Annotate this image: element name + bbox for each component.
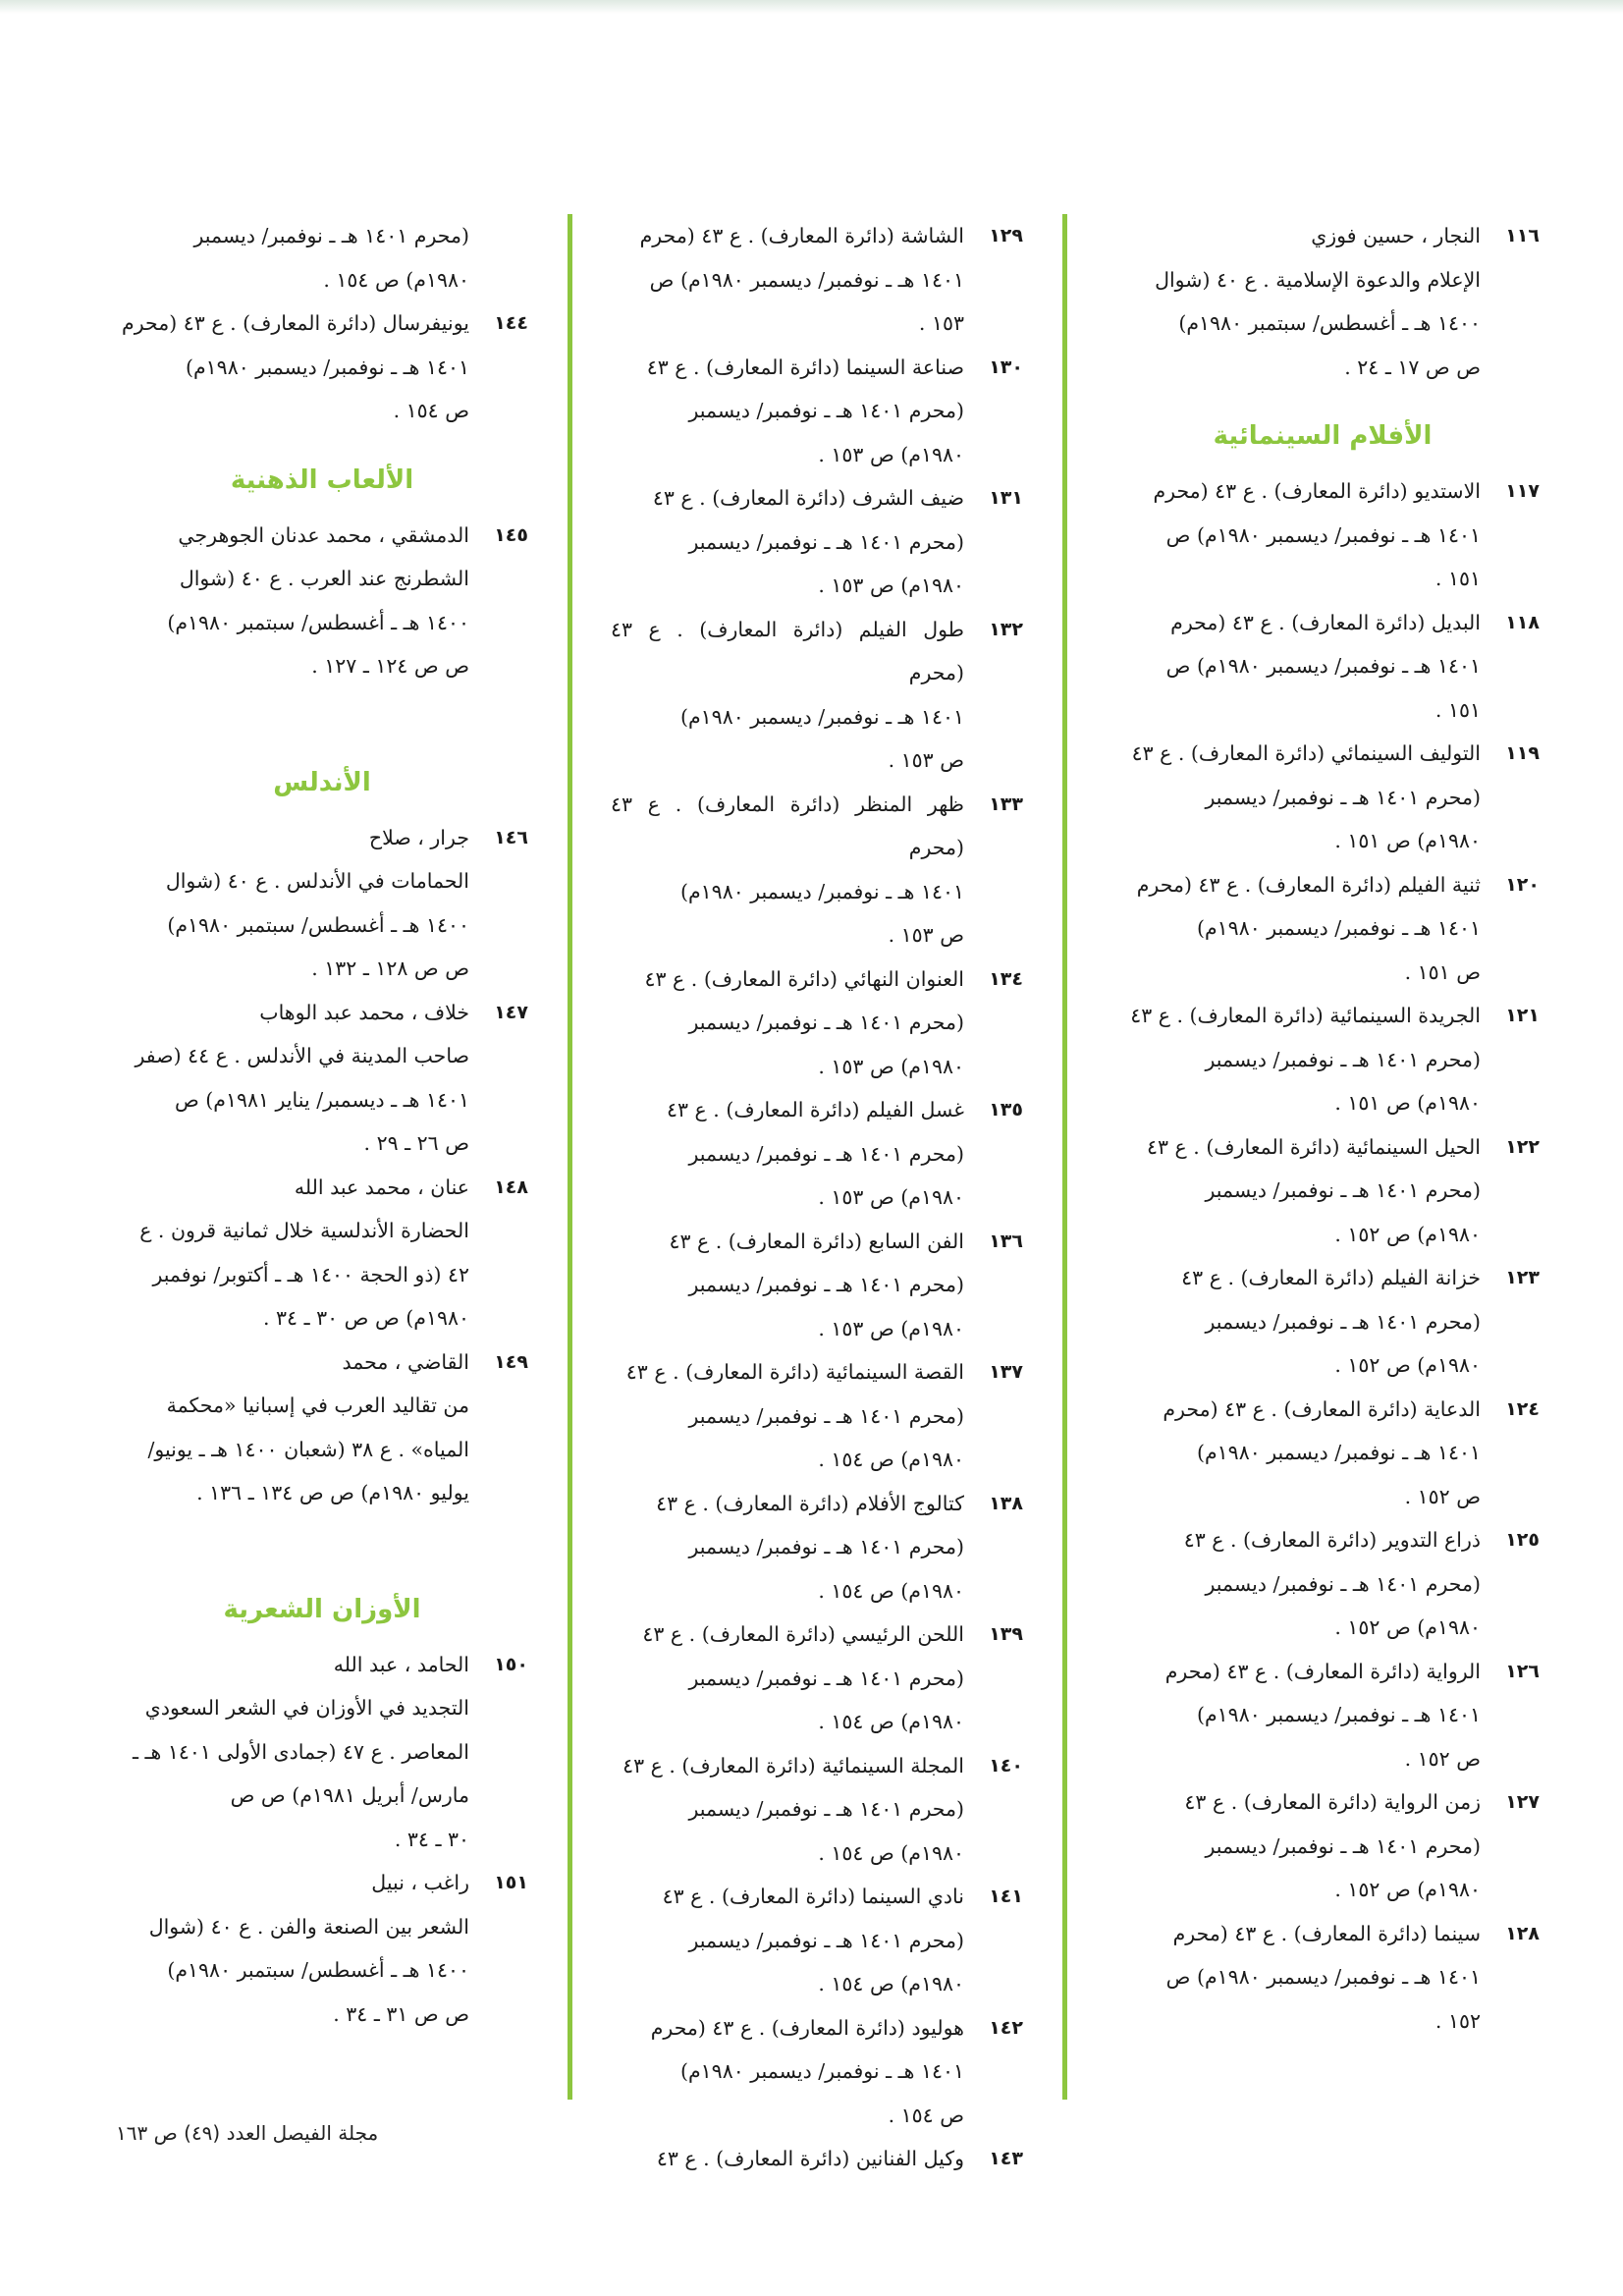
entry-number: ١٣٣ — [989, 793, 1023, 815]
index-entry — [116, 214, 528, 301]
entry-line: ١٩٨٠م) ص ١٥٣ . — [818, 574, 964, 597]
entry-number: ١٤٣ — [989, 2148, 1023, 2169]
entry-number: ١٢٠ — [1505, 873, 1540, 896]
entry-number: ١٥١ — [494, 1872, 528, 1893]
entry-line: ص ص ١٢٤ ـ ١٢٧ . — [311, 654, 469, 678]
entry-number: ١٢٧ — [1505, 1791, 1540, 1813]
entry-line: ١٤٠١ هـ ـ نوفمبر/ ديسمبر ١٩٨٠م) — [1196, 1441, 1481, 1464]
index-entry — [611, 957, 1023, 1089]
index-entry — [611, 1613, 1023, 1744]
entry-text — [116, 1861, 469, 2036]
entry-text — [1106, 732, 1481, 863]
entry-line: ص ١٥٢ . — [1404, 1746, 1481, 1771]
entry-line: ١٩٨٠م) ص ١٥٤ . — [818, 1840, 964, 1865]
entry-text — [1106, 601, 1481, 733]
entry-line: البديل (دائرة المعارف) . ع ٤٣ (محرم — [1170, 610, 1481, 634]
entry-text — [1106, 1780, 1481, 1912]
entry-text — [611, 2137, 964, 2181]
index-entry — [611, 1482, 1023, 1613]
entry-text — [611, 214, 964, 346]
entry-line: ٣٠ ـ ٣٤ . — [394, 1827, 469, 1851]
entry-line: (محرم ١٤٠١ هـ ـ نوفمبر/ ديسمبر — [688, 1928, 964, 1952]
entry-number: ١٣١ — [989, 487, 1023, 509]
entry-line: الاستديو (دائرة المعارف) . ع ٤٣ (محرم — [1153, 479, 1481, 503]
section-heading: الأوزان الشعرية — [223, 1594, 421, 1624]
entry-text — [1106, 1256, 1481, 1388]
entry-line: ١٩٨٠م) ص ١٥١ . — [1334, 1091, 1481, 1115]
entry-line: المعاصر . ع ٤٧ (جمادى الأولى ١٤٠١ هـ ـ — [132, 1739, 469, 1764]
entry-number: ١٤٨ — [494, 1175, 528, 1198]
entry-text — [116, 514, 469, 688]
entry-text — [1106, 1518, 1481, 1650]
top-color-band — [0, 0, 1623, 14]
entry-text — [1106, 214, 1481, 389]
entry-line: عنان ، محمد عبد الله — [294, 1175, 469, 1199]
entry-line: صناعة السينما (دائرة المعارف) . ع ٤٣ — [646, 355, 964, 379]
entry-text — [611, 1613, 964, 1744]
entry-text — [611, 476, 964, 608]
entry-line: يوليو ١٩٨٠م) ص ص ١٣٤ ـ ١٣٦ . — [196, 1481, 469, 1504]
entry-number: ١٤١ — [989, 1886, 1023, 1907]
entry-text — [1106, 1912, 1481, 2044]
column-divider-right — [1062, 214, 1067, 2100]
entry-line: الشاشة (دائرة المعارف) . ع ٤٣ (محرم — [639, 224, 964, 247]
index-entry — [611, 783, 1023, 957]
entry-line: الشعر بين الصنعة والفن . ع ٤٠ (شوال — [148, 1914, 469, 1939]
entry-text — [611, 2006, 964, 2138]
entry-number: ١٢٢ — [1505, 1135, 1540, 1158]
entry-line: ص ص ١٧ ـ ٢٤ . — [1344, 355, 1481, 379]
entry-text — [611, 1482, 964, 1613]
entry-text — [116, 214, 469, 301]
entry-line: (محرم ١٤٠١ هـ ـ نوفمبر/ ديسمبر — [688, 399, 964, 422]
entry-line: الإعلام والدعوة الإسلامية . ع ٤٠ (شوال — [1155, 267, 1481, 292]
entry-line: خزانة الفيلم (دائرة المعارف) . ع ٤٣ — [1181, 1266, 1481, 1289]
page-footer: مجلة الفيصل العدد (٤٩) ص ١٦٣ — [116, 2121, 379, 2145]
entry-line: ١٩٨٠م) ص ١٥٢ . — [1334, 1878, 1481, 1901]
entry-number: ١١٩ — [1505, 742, 1540, 764]
entry-number: ١٣٢ — [989, 618, 1023, 640]
entry-text — [116, 1340, 469, 1515]
entry-line: نادي السينما (دائرة المعارف) . ع ٤٣ — [662, 1885, 964, 1908]
entry-line: الجريدة السينمائية (دائرة المعارف) . ع ٤٣ — [1130, 1004, 1481, 1027]
entry-line: الحيل السينمائية (دائرة المعارف) . ع ٤٣ — [1146, 1134, 1481, 1159]
index-entry — [611, 1220, 1023, 1351]
entry-line: ١٩٨٠م) ص ١٥٤ . — [818, 1448, 964, 1471]
entry-line: ١٩٨٠م) ص ١٥٤ . — [818, 1578, 964, 1603]
entry-line: ٤٢ (ذو الحجة ١٤٠٠ هـ ـ أكتوبر/ نوفمبر — [152, 1262, 469, 1286]
entry-line: ١٥٣ . — [918, 311, 964, 335]
entry-line: ١٩٨٠م) ص ١٥٣ . — [818, 1054, 964, 1078]
entry-text — [1106, 863, 1481, 995]
entry-number: ١٣٩ — [989, 1623, 1023, 1645]
entry-line: مارس/ أبريل ١٩٨١م) ص ص — [230, 1783, 469, 1807]
entry-line: ١٤٠٠ هـ ـ أغسطس/ سبتمبر ١٩٨٠م) — [167, 912, 469, 937]
entry-line: ثنية الفيلم (دائرة المعارف) . ع ٤٣ (محرم — [1136, 872, 1481, 897]
entry-line: (محرم ١٤٠١ هـ ـ نوفمبر/ ديسمبر — [688, 1535, 964, 1558]
column-divider-left — [568, 214, 572, 2100]
entry-text — [116, 1643, 469, 1862]
entry-line: كتالوج الأفلام (دائرة المعارف) . ع ٤٣ — [656, 1491, 964, 1515]
index-entry — [1106, 994, 1540, 1125]
entry-line: ١٤٠١ هـ ـ نوفمبر/ ديسمبر ١٩٨٠م) ص — [1165, 522, 1481, 547]
entry-line: اللحن الرئيسي (دائرة المعارف) . ع ٤٣ — [642, 1622, 964, 1646]
entry-line: زمن الرواية (دائرة المعارف) . ع ٤٣ — [1184, 1790, 1481, 1814]
entry-line: ١٩٨٠م) ص ١٥٣ . — [818, 1316, 964, 1340]
entry-line: ١٩٨٠م) ص ١٥٤ . — [818, 1972, 964, 1995]
entry-line: ١٤٠١ هـ ـ نوفمبر/ ديسمبر ١٩٨٠م) ص — [1165, 654, 1481, 678]
entry-line: سينما (دائرة المعارف) . ع ٤٣ (محرم — [1172, 1921, 1481, 1945]
entry-number: ١١٧ — [1505, 480, 1540, 502]
index-entry — [116, 816, 528, 991]
entry-line: (محرم ١٤٠١ هـ ـ نوفمبر/ ديسمبر — [1205, 785, 1481, 809]
entry-line: ١٩٨٠م) ص ١٥٤ . — [323, 267, 469, 292]
index-entry — [611, 2006, 1023, 2138]
entry-line: (محرم ١٤٠١ هـ ـ نوفمبر/ ديسمبر — [688, 1403, 964, 1428]
entry-line: (محرم ١٤٠١ هـ ـ نوفمبر/ ديسمبر — [193, 224, 469, 247]
entry-line: ١٤٠١ هـ ـ نوفمبر/ ديسمبر ١٩٨٠م) — [185, 355, 469, 379]
entry-text — [1106, 469, 1481, 601]
entry-line: (محرم ١٤٠١ هـ ـ نوفمبر/ ديسمبر — [1205, 1833, 1481, 1858]
entry-text — [1106, 1125, 1481, 1257]
entry-line: الشطرنج عند العرب . ع ٤٠ (شوال — [179, 567, 469, 590]
index-entry — [1106, 1780, 1540, 1912]
section-heading: الأفلام السينمائية — [1213, 421, 1433, 451]
entry-text — [116, 816, 469, 991]
entry-number: ١٣٤ — [989, 967, 1023, 990]
entry-line: الدعاية (دائرة المعارف) . ع ٤٣ (محرم — [1163, 1396, 1481, 1421]
entry-line: ١٥١ . — [1434, 567, 1481, 590]
entry-line: ١٤٠١ هـ ـ نوفمبر/ ديسمبر ١٩٨٠م) — [1196, 1703, 1481, 1726]
index-entry — [1106, 469, 1540, 601]
entry-line: ص ١٥٣ . — [888, 923, 964, 947]
entry-line: (محرم ١٤٠١ هـ ـ نوفمبر/ ديسمبر — [688, 1666, 964, 1690]
entry-line: ١٥٢ . — [1434, 2008, 1481, 2033]
entry-number: ١٤٤ — [494, 312, 528, 334]
entry-number: ١٣٦ — [989, 1230, 1023, 1252]
entry-number: ١٤٥ — [494, 523, 528, 546]
entry-text — [116, 991, 469, 1166]
entry-line: ص ١٥٤ . — [888, 2103, 964, 2127]
entry-line: ص ١٥٢ . — [1404, 1484, 1481, 1508]
entry-line: ص ١٥١ . — [1404, 959, 1481, 984]
entry-number: ١١٦ — [1505, 225, 1540, 246]
entry-line: ١٩٨٠م) ص ١٥٢ . — [1334, 1222, 1481, 1246]
entry-number: ١٣٠ — [989, 355, 1023, 378]
entry-text — [116, 301, 469, 433]
entry-line: المجلة السينمائية (دائرة المعارف) . ع ٤٣ — [622, 1753, 964, 1777]
entry-line: ١٤٠١ هـ ـ ديسمبر/ يناير ١٩٨١م) ص — [174, 1087, 469, 1112]
entry-line: هوليود (دائرة المعارف) . ع ٤٣ (محرم — [650, 2015, 964, 2040]
entry-line: جرار ، صلاح — [368, 825, 469, 849]
entry-number: ١٢٥ — [1505, 1529, 1540, 1551]
index-entry — [611, 608, 1023, 783]
index-entry — [611, 214, 1023, 346]
entry-text — [1106, 994, 1481, 1125]
entry-line: الحمامات في الأندلس . ع ٤٠ (شوال — [165, 869, 469, 893]
entry-line: ظهر المنظر (دائرة المعارف) . ع ٤٣ (محرم — [611, 792, 964, 859]
entry-number: ١٥٠ — [494, 1653, 528, 1675]
entry-line: (محرم ١٤٠١ هـ ـ نوفمبر/ ديسمبر — [1205, 1309, 1481, 1334]
entry-number: ١٢١ — [1505, 1005, 1540, 1026]
entry-line: (محرم ١٤٠١ هـ ـ نوفمبر/ ديسمبر — [688, 1011, 964, 1034]
entry-line: (محرم ١٤٠١ هـ ـ نوفمبر/ ديسمبر — [688, 1797, 964, 1821]
entry-number: ١٤٧ — [494, 1001, 528, 1023]
index-entry — [611, 1088, 1023, 1220]
index-entry — [116, 1643, 528, 1862]
entry-text — [611, 957, 964, 1089]
entry-line: ١٤٠١ هـ ـ نوفمبر/ ديسمبر ١٩٨٠م) ص — [1165, 1965, 1481, 1989]
entry-line: ١٩٨٠م) ص ١٥٣ . — [818, 1185, 964, 1209]
entry-line: المياه» . ع ٣٨ (شعبان ١٤٠٠ هـ ـ يونيو/ — [147, 1437, 469, 1461]
index-entry — [116, 991, 528, 1166]
entry-text — [611, 783, 964, 957]
entry-line: (محرم ١٤٠١ هـ ـ نوفمبر/ ديسمبر — [688, 1141, 964, 1166]
entry-line: الحضارة الأندلسية خلال ثمانية قرون . ع — [139, 1219, 469, 1242]
entry-number: ١٢٤ — [1505, 1397, 1540, 1420]
entry-line: ١٩٨٠م) ص ص ٣٠ ـ ٣٤ . — [262, 1306, 469, 1330]
index-entry — [116, 1340, 528, 1515]
entry-line: الدمشقي ، محمد عدنان الجوهرجي — [178, 522, 469, 547]
entry-line: التوليف السينمائي (دائرة المعارف) . ع ٤٣ — [1131, 741, 1481, 765]
entry-line: ١٤٠٠ هـ ـ أغسطس/ سبتمبر ١٩٨٠م) — [167, 1958, 469, 1982]
entry-line: القصة السينمائية (دائرة المعارف) . ع ٤٣ — [625, 1360, 964, 1384]
entry-line: (محرم ١٤٠١ هـ ـ نوفمبر/ ديسمبر — [1205, 1178, 1481, 1202]
entry-line: ص ص ١٢٨ ـ ١٣٢ . — [311, 957, 469, 980]
entry-number: ١٤٠ — [989, 1754, 1023, 1777]
entry-line: ١٩٨٠م) ص ١٥٣ . — [818, 442, 964, 466]
index-entry — [1106, 214, 1540, 389]
entry-line: النجار ، حسين فوزي — [1311, 224, 1481, 247]
entry-line: ضيف الشرف (دائرة المعارف) . ع ٤٣ — [652, 486, 964, 510]
index-entry — [1106, 1650, 1540, 1781]
entry-text — [611, 1744, 964, 1876]
entry-line: صاحب المدينة في الأندلس . ع ٤٤ (صفر — [135, 1044, 469, 1067]
index-entry — [611, 476, 1023, 608]
entry-line: ١٤٠١ هـ ـ نوفمبر/ ديسمبر ١٩٨٠م) ص — [649, 267, 964, 292]
entry-text — [611, 1088, 964, 1220]
entry-line: (محرم ١٤٠١ هـ ـ نوفمبر/ ديسمبر — [688, 1273, 964, 1296]
index-entry — [611, 346, 1023, 477]
entry-line: (محرم ١٤٠١ هـ ـ نوفمبر/ ديسمبر — [1205, 1047, 1481, 1071]
entry-line: ١٤٠١ هـ ـ نوفمبر/ ديسمبر ١٩٨٠م) — [679, 879, 964, 903]
entry-text — [116, 1166, 469, 1340]
index-entry — [116, 514, 528, 688]
index-entry — [611, 1744, 1023, 1876]
entry-line: ١٤٠١ هـ ـ نوفمبر/ ديسمبر ١٩٨٠م) — [1196, 916, 1481, 940]
entry-line: طول الفيلم (دائرة المعارف) . ع ٤٣ (محرم — [611, 617, 964, 684]
index-entry — [1106, 732, 1540, 863]
column-middle — [611, 214, 1023, 2170]
entry-text — [611, 608, 964, 783]
entry-line: ١٩٨٠م) ص ١٥٤ . — [818, 1710, 964, 1733]
entry-text — [611, 346, 964, 477]
index-entry — [1106, 1388, 1540, 1519]
index-entry — [1106, 601, 1540, 733]
entry-number: ١٢٦ — [1505, 1660, 1540, 1682]
entry-number: ١٤٩ — [494, 1350, 528, 1373]
entry-number: ١٢٨ — [1505, 1922, 1540, 1944]
section-heading: الألعاب الذهنية — [230, 465, 414, 495]
entry-line: يونيفرسال (دائرة المعارف) . ع ٤٣ (محرم — [122, 311, 469, 335]
entry-line: الرواية (دائرة المعارف) . ع ٤٣ (محرم — [1164, 1659, 1481, 1683]
entry-line: التجديد في الأوزان في الشعر السعودي — [144, 1696, 469, 1720]
entry-line: ص ١٥٤ . — [393, 399, 469, 422]
index-entry — [116, 1861, 528, 2036]
entry-line: (محرم ١٤٠١ هـ ـ نوفمبر/ ديسمبر — [688, 529, 964, 554]
entry-line: ١٥١ . — [1434, 697, 1481, 722]
entry-number: ١٣٨ — [989, 1492, 1023, 1514]
index-entry — [611, 2137, 1023, 2181]
entry-number: ١٢٩ — [989, 225, 1023, 246]
entry-text — [1106, 1650, 1481, 1781]
entry-line: غسل الفيلم (دائرة المعارف) . ع ٤٣ — [667, 1098, 964, 1121]
entry-line: راغب ، نبيل — [371, 1871, 469, 1894]
index-entry — [116, 1166, 528, 1340]
entry-number: ١٢٣ — [1505, 1267, 1540, 1288]
index-entry — [611, 1875, 1023, 2006]
entry-line: الفن السابع (دائرة المعارف) . ع ٤٣ — [669, 1229, 964, 1253]
entry-number: ١٣٥ — [989, 1099, 1023, 1121]
entry-line: الحامد ، عبد الله — [333, 1652, 469, 1676]
entry-line: ١٩٨٠م) ص ١٥١ . — [1334, 829, 1481, 852]
entry-line: ص ٢٦ ـ ٢٩ . — [363, 1131, 469, 1155]
section-heading: الأندلس — [273, 767, 371, 797]
entry-line: وكيل الفنانين (دائرة المعارف) . ع ٤٣ — [656, 2147, 964, 2170]
entry-line: ذراع التدوير (دائرة المعارف) . ع ٤٣ — [1183, 1528, 1481, 1552]
index-entry — [611, 1350, 1023, 1482]
entry-line: ١٤٠٠ هـ ـ أغسطس/ سبتمبر ١٩٨٠م) — [1178, 311, 1481, 335]
entry-number: ١٤٢ — [989, 2016, 1023, 2039]
entry-line: من تقاليد العرب في إسبانيا «محكمة — [166, 1394, 469, 1417]
entry-line: ١٩٨٠م) ص ١٥٢ . — [1334, 1353, 1481, 1377]
index-entry — [116, 301, 528, 433]
entry-line: العنوان النهائي (دائرة المعارف) . ع ٤٣ — [644, 966, 964, 991]
entry-line: ١٤٠١ هـ ـ نوفمبر/ ديسمبر ١٩٨٠م) — [679, 704, 964, 729]
entry-text — [611, 1875, 964, 2006]
entry-line: القاضي ، محمد — [342, 1349, 469, 1374]
column-left — [116, 214, 528, 2100]
entry-line: خلاف ، محمد عبد الوهاب — [259, 1000, 469, 1024]
entry-number: ١١٨ — [1505, 611, 1540, 633]
entry-text — [611, 1350, 964, 1482]
column-right — [1106, 214, 1540, 2100]
entry-line: ١٤٠١ هـ ـ نوفمبر/ ديسمبر ١٩٨٠م) — [679, 2059, 964, 2083]
entry-line: ص ١٥٣ . — [888, 748, 964, 772]
entry-text — [1106, 1388, 1481, 1519]
index-entry — [1106, 1256, 1540, 1388]
entry-line: ١٤٠٠ هـ ـ أغسطس/ سبتمبر ١٩٨٠م) — [167, 610, 469, 634]
index-entry — [1106, 1912, 1540, 2044]
entry-line: ص ص ٣١ ـ ٣٤ . — [333, 2001, 469, 2026]
entry-line: (محرم ١٤٠١ هـ ـ نوفمبر/ ديسمبر — [1205, 1571, 1481, 1596]
index-entry — [1106, 863, 1540, 995]
entry-line: ١٩٨٠م) ص ١٥٢ . — [1334, 1615, 1481, 1639]
entry-text — [611, 1220, 964, 1351]
index-entry — [1106, 1125, 1540, 1257]
entry-number: ١٣٧ — [989, 1361, 1023, 1383]
index-entry — [1106, 1518, 1540, 1650]
entry-number: ١٤٦ — [494, 826, 528, 848]
